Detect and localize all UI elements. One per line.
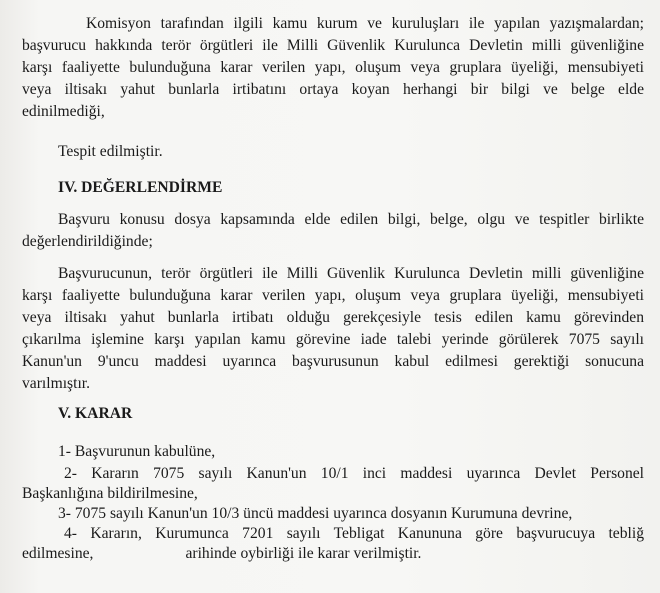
- decision-final-start: edilmesine,: [22, 545, 94, 562]
- paragraph-line: başvurucu hakkında terör örgütleri ile Milli Güvenlik Kurulunca Devletin milli güvenliğine: [22, 37, 644, 54]
- decision-item: 2- Kararın 7075 sayılı Kanun'un 10/1 inci maddesi uyarınca Devlet Personel: [64, 465, 644, 482]
- decision-item: 4- Kararın, Kurumunca 7201 sayılı Tebligat Kanununa göre başvurucuya tebliğ: [64, 525, 644, 542]
- paragraph-line: değerlendirildiğinde;: [22, 233, 153, 250]
- decision-final-line: [22, 544, 421, 564]
- paragraph-line: Başvuru konusu dosya kapsamında elde edilen bilgi, belge, olgu ve tespitler birlikte: [58, 211, 644, 228]
- decision-item: 1- Başvurunun kabulüne,: [58, 443, 216, 460]
- paragraph-line: Kanun'un 9'uncu maddesi uyarınca başvurusunun kabul edilmesi gerektiği sonucuna: [22, 353, 644, 370]
- section-heading-evaluation: IV. DEĞERLENDİRME: [58, 179, 223, 196]
- paragraph-line: edinilmediği,: [22, 103, 105, 120]
- decision-item: Başkanlığına bildirilmesine,: [22, 485, 198, 502]
- paragraph-line: Komisyon tarafından ilgili kamu kurum ve kuruluşları ile yapılan yazışmalardan;: [86, 15, 644, 32]
- paragraph-line: karşı faaliyette bulunduğuna karar verilen yapı, oluşum veya gruplara üyeliği, mensubiyeti: [22, 59, 644, 76]
- redacted-date: [93, 544, 163, 558]
- finding-text: Tespit edilmiştir.: [58, 143, 163, 160]
- paragraph-line: karşı faaliyette bulunduğuna karar verilen yapı, oluşum veya gruplara üyeliği, mensubiyeti: [22, 287, 644, 304]
- section-heading-decision: V. KARAR: [58, 405, 133, 422]
- paragraph-line: veya iltisakı yahut bunlarla irtibatını ortaya koyan herhangi bir bilgi ve belge elde: [22, 81, 644, 98]
- paragraph-line: varılmıştır.: [22, 375, 91, 392]
- paragraph-line: veya iltisakı yahut bunlarla irtibatı olduğu gerekçesiyle tesis edilen kamu görevinden: [22, 309, 644, 326]
- decision-item: 3- 7075 sayılı Kanun'un 10/3 üncü maddesi uyarınca dosyanın Kurumuna devrine,: [58, 505, 573, 522]
- decision-final-end: arihinde oybirliği ile karar verilmiştir.: [185, 545, 422, 562]
- paragraph-line: çıkarılma işlemine karşı yapılan kamu görevine iade talebi yerinde görülerek 7075 sayılı: [22, 331, 644, 348]
- paragraph-line: Başvurucunun, terör örgütleri ile Milli Güvenlik Kurulunca Devletin milli güvenliğine: [58, 265, 644, 282]
